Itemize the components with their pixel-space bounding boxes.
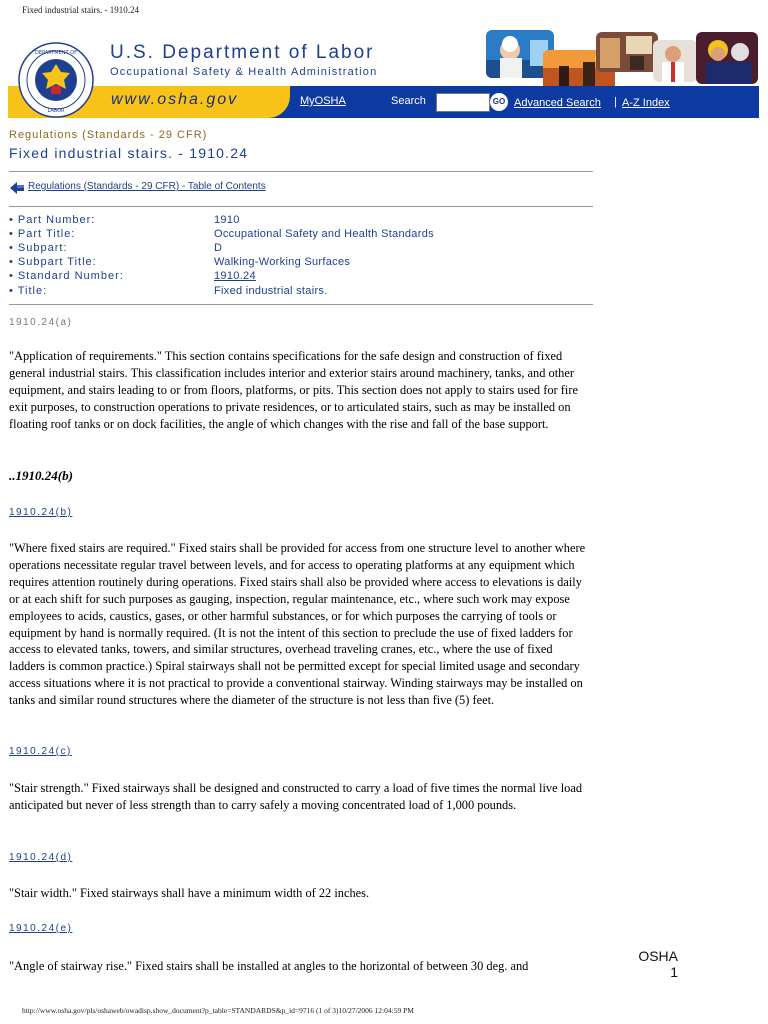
section-paragraph: "Application of requirements." This section contains specifications for the safe design and construction of fixed general industrial stairs. This classification includes interior and exterior stairs around machinery, tanks, and other equipment, and stairs leading to or from floors, platforms, or pits. This section does not apply to stairs used for fire exit purposes, to construction operations to private residences, or to articulated stairs, such as may be installed on floating roof tanks or on dock facilities, the angle of which changes with the rise and fall of the base support.: [9, 349, 578, 431]
meta-label: • Title:: [9, 285, 48, 297]
breadcrumb[interactable]: Regulations (Standards - 29 CFR): [9, 129, 208, 141]
search-label: Search: [391, 95, 426, 107]
dol-seal-icon[interactable]: [18, 42, 94, 118]
go-button[interactable]: GO: [490, 93, 508, 111]
meta-value: Occupational Safety and Health Standards: [214, 228, 434, 240]
section-link[interactable]: 1910.24(e): [9, 923, 73, 934]
section-link[interactable]: 1910.24(d): [9, 852, 73, 863]
meta-value: Fixed industrial stairs.: [214, 285, 328, 297]
meta-label: • Subpart Title:: [9, 256, 97, 268]
divider: [9, 171, 593, 172]
page-number: 1: [670, 964, 678, 980]
az-index-link[interactable]: A-Z Index: [622, 97, 670, 109]
divider: [9, 304, 593, 305]
search-input[interactable]: [436, 93, 490, 112]
meta-value: 1910: [214, 214, 240, 226]
department-name: U.S. Department of Labor: [110, 42, 375, 63]
section-heading: ..1910.24(b): [9, 468, 73, 483]
section-link[interactable]: 1910.24(c): [9, 746, 72, 757]
page-mark: [620, 948, 678, 980]
meta-value: D: [214, 242, 223, 254]
back-arrow-icon[interactable]: [9, 180, 25, 196]
meta-value: Walking-Working Surfaces: [214, 256, 351, 268]
section-paragraph: "Stair strength." Fixed stairways shall be designed and constructed to carry a load of five times the normal live load anticipated but never of less strength than to carry safely a moving concentrated load of 1,000 pounds.: [9, 781, 583, 812]
meta-label: • Subpart:: [9, 242, 68, 254]
footer-url: http://www.osha.gov/pls/oshaweb/owadisp.show_document?p_table=STANDARDS&p_id=9716 (1 of 3)10/27/2006 12:04:59 PM: [22, 1006, 414, 1015]
table-of-contents-link[interactable]: Regulations (Standards - 29 CFR) - Table of Contents: [28, 181, 266, 192]
svg-text:LABOR: LABOR: [47, 108, 65, 114]
page-title: Fixed industrial stairs. - 1910.24: [9, 145, 249, 161]
section-link[interactable]: 1910.24(b): [9, 507, 73, 518]
standard-number-link[interactable]: 1910.24: [214, 270, 256, 282]
meta-label: • Part Number:: [9, 214, 96, 226]
meta-label: • Standard Number:: [9, 270, 124, 282]
factory-photo: [596, 32, 658, 72]
advanced-search-link[interactable]: Advanced Search: [514, 97, 601, 109]
myosha-link[interactable]: MyOSHA: [300, 95, 346, 107]
section-paragraph: "Where fixed stairs are required." Fixed stairs shall be provided for access from one structure level to another where operations necessitate regular travel between levels, and for access to operating platforms at any equipment which requires attention routinely during operations. Fixed stairs shall also be provided where access to elevations is daily or at each shift for such purposes as gauging, inspection, regular maintenance, etc., where such work may expose employees to acids, caustics, gases, or other harmful substances, or for which purposes the carrying of tools or equipment by hand is normally required. (It is not the intent of this section to preclude the use of fixed ladders for access to elevated tanks, towers, and similar structures, overhead traveling cranes, etc., where the use of fixed ladders is common practice.) Spiral stairways shall not be permitted except for special limited usage and secondary access situations where it is not practical to provide a conventional stairway. Winding stairways may be installed on tanks and similar round structures where the diameter of the structure is not less than five (5) feet.: [9, 541, 586, 708]
agency-name: Occupational Safety & Health Administration: [110, 66, 378, 78]
section-paragraph: "Stair width." Fixed stairways shall have a minimum width of 22 inches.: [9, 886, 370, 900]
nav-separator: |: [614, 96, 617, 108]
meta-label: • Part Title:: [9, 228, 76, 240]
firefighter-photo: [696, 32, 758, 84]
site-url[interactable]: www.osha.gov: [111, 91, 239, 108]
site-header: [8, 28, 759, 120]
svg-text:DEPARTMENT OF: DEPARTMENT OF: [35, 50, 77, 56]
browser-tab-title: Fixed industrial stairs. - 1910.24: [22, 5, 139, 15]
page-mark-label: OSHA: [638, 948, 678, 964]
doctor-photo: [653, 40, 697, 82]
divider: [9, 206, 593, 207]
nav-bar: [8, 86, 759, 118]
section-paragraph: "Angle of stairway rise." Fixed stairs shall be installed at angles to the horizontal of between 30 deg. and: [9, 959, 529, 973]
section-id: 1910.24(a): [9, 317, 73, 328]
